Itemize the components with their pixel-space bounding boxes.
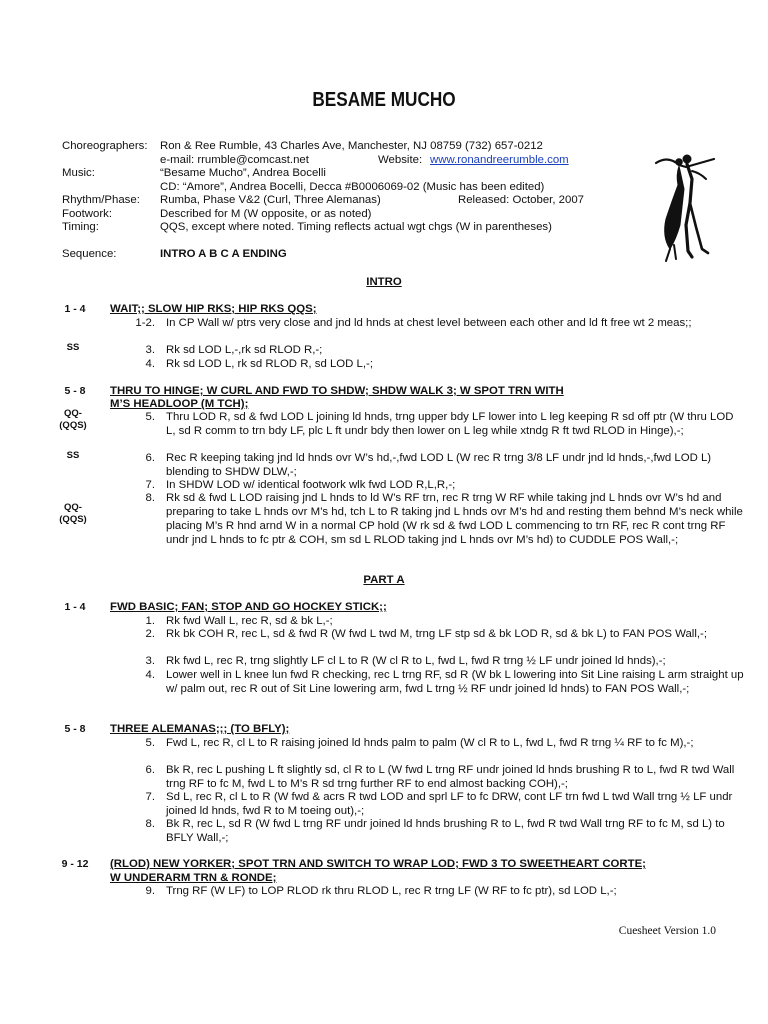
- ballroom-dancers-icon: [646, 145, 726, 265]
- step-text: In SHDW LOD w/ identical footwork wlk fwd LOD R,L,R,-;: [166, 479, 456, 491]
- measures-label: 1 - 4: [64, 601, 86, 613]
- released-text: Released: October, 2007: [458, 194, 585, 206]
- section-title-part-a: PART A: [363, 574, 405, 586]
- email-text: e-mail: rrumble@comcast.net: [160, 154, 309, 166]
- choreographers-label: Choreographers:: [62, 140, 148, 152]
- step-number: 1.: [145, 615, 155, 627]
- music-label: Music:: [62, 167, 95, 179]
- step-text: Rk fwd Wall L, rec R, sd & bk L,-;: [166, 615, 333, 627]
- step-text: Bk R, rec L, sd R (W fwd L trng RF undr joined ld hnds brushing R to L, fwd R twd Wall trng RF to fc M, sd L) to BFLY Wall,-;: [166, 818, 725, 844]
- step-number: 1-2.: [135, 317, 155, 329]
- timing-value: QQS, except where noted. Timing reflects actual wgt chgs (W in parentheses): [160, 221, 552, 233]
- step-text: Rk bk COH R, rec L, sd & fwd R (W fwd L twd M, trng LF stp sd & bk LOD R, sd & bk L) to FAN POS Wall,-;: [166, 628, 707, 640]
- figure-header: (RLOD) NEW YORKER; SPOT TRN AND SWITCH TO WRAP LOD; FWD 3 TO SWEETHEART CORTE;: [110, 858, 646, 870]
- step-text: Rk sd LOD L,-,rk sd RLOD R,-;: [166, 344, 323, 356]
- sequence-value: INTRO A B C A ENDING: [160, 248, 287, 260]
- figure-header: THREE ALEMANAS;;; (TO BFLY);: [110, 723, 290, 735]
- step-text: Rk fwd L, rec R, trng slightly LF cl L to R (W cl R to L, fwd L, fwd R trng ½ LF undr joined ld hnds),-;: [166, 655, 666, 667]
- rhythm-label: Rhythm/Phase:: [62, 194, 140, 206]
- website-link[interactable]: www.ronandreerumble.com: [430, 154, 569, 166]
- footwork-value: Described for M (W opposite, or as noted): [160, 208, 372, 220]
- step-text: Lower well in L knee lun fwd R checking, rec L trng RF, sd R (W bk L lowering into Sit Line raising L arm straight up w/ palm out, rec R out of Sit Line lowering arm, fwd L trng ½ RF undr joined ld hnds) to FAN POS Wall,-;: [166, 669, 744, 695]
- step-number: 7.: [145, 791, 155, 803]
- step-number: 7.: [145, 479, 155, 491]
- footwork-label: Footwork:: [62, 208, 113, 220]
- timing-label: QQ-: [64, 502, 82, 513]
- timing-label: SS: [66, 342, 80, 353]
- step-number: 5.: [145, 411, 155, 423]
- cd-value: CD: “Amore”, Andrea Bocelli, Decca #B0006069-02 (Music has been edited): [160, 181, 545, 193]
- step-number: 3.: [145, 655, 155, 667]
- step-text: Sd L, rec R, cl L to R (W fwd & acrs R twd LOD and sprl LF to fc DRW, cont LF trn fwd L twd Wall trng ½ LF undr joined ld hnds, fwd R to M toeing out),-;: [166, 791, 733, 817]
- page-title: BESAME MUCHO: [312, 89, 456, 111]
- step-number: 6.: [145, 452, 155, 464]
- step-number: 5.: [145, 737, 155, 749]
- step-text: Rk sd & fwd L LOD raising jnd L hnds to ld W’s RF trn, rec R trng W RF while taking jnd L hnds ovr W’s hd and preparing to take L hnds ovr M’s hd, tch L to R taking jnd L hnds ovr M’s hd and resting them behnd M’s neck while placing M’s R hnd arnd W in a normal CP hold (W rk sd & fwd LOD L commencing to trn RF, rec R cont trng RF undr jnd L hnds to fc ptr & COH, sm sd L RLOD taking jnd L hnds ovr M’s hd) to CUDDLE POS Wall,-;: [166, 492, 743, 546]
- step-text: Bk R, rec L pushing L ft slightly sd, cl R to L (W fwd L trng RF undr joined ld hnds brushing R to L, fwd R twd Wall trng RF to fc M, fwd L to M’s R sd trng further RF to end almost backing COH),-;: [166, 764, 735, 790]
- measures-label: 9 - 12: [61, 858, 89, 870]
- step-text: Rk sd LOD L, rk sd RLOD R, sd LOD L,-;: [166, 358, 373, 370]
- step-number: 4.: [145, 669, 155, 681]
- rhythm-value: Rumba, Phase V&2 (Curl, Three Alemanas): [160, 194, 381, 206]
- timing-label: Timing:: [62, 221, 99, 233]
- timing-label: (QQS): [59, 514, 87, 525]
- choreographers-value: Ron & Ree Rumble, 43 Charles Ave, Manchester, NJ 08759 (732) 657-0212: [160, 140, 543, 152]
- measures-label: 5 - 8: [64, 385, 86, 397]
- step-text: Thru LOD R, sd & fwd LOD L joining ld hnds, trng upper bdy LF lower into L leg keeping R sd off ptr (W thru LOD L, sd R comm to trn bdy LF, plc L ft undr bdy then lower on L leg while xtndg R ft twd RLOD in Hinge),-;: [166, 411, 734, 437]
- step-text: In CP Wall w/ ptrs very close and jnd ld hnds at chest level between each other and ld ft free wt 2 meas;;: [166, 317, 692, 329]
- sequence-label: Sequence:: [62, 248, 117, 260]
- measures-label: 1 - 4: [64, 303, 86, 315]
- website-label: Website:: [378, 154, 423, 166]
- timing-label: SS: [66, 450, 80, 461]
- timing-label: QQ-: [64, 408, 82, 419]
- step-text: Rec R keeping taking jnd ld hnds ovr W’s hd,-,fwd LOD L (W rec R trng 3/8 LF undr jnd ld hnds,-,fwd LOD L) blending to SHDW DLW,-;: [166, 452, 712, 478]
- step-text: Fwd L, rec R, cl L to R raising joined ld hnds palm to palm (W cl R to L, fwd L, fwd R trng ¼ RF to fc M),-;: [166, 737, 694, 749]
- figure-header: FWD BASIC; FAN; STOP AND GO HOCKEY STICK;;: [110, 601, 387, 613]
- figure-header-cont: W UNDERARM TRN & RONDE;: [110, 872, 277, 884]
- step-text: Trng RF (W LF) to LOP RLOD rk thru RLOD L, rec R trng LF (W RF to fc ptr), sd LOD L,-;: [166, 885, 617, 897]
- section-title-intro: INTRO: [366, 276, 402, 288]
- step-number: 2.: [145, 628, 155, 640]
- step-number: 8.: [145, 492, 155, 504]
- step-number: 6.: [145, 764, 155, 776]
- figure-header: THRU TO HINGE; W CURL AND FWD TO SHDW; SHDW WALK 3; W SPOT TRN WITH: [110, 385, 564, 397]
- timing-label: (QQS): [59, 420, 87, 431]
- cuesheet-version: Cuesheet Version 1.0: [618, 925, 716, 937]
- step-number: 3.: [145, 344, 155, 356]
- step-number: 8.: [145, 818, 155, 830]
- figure-header: WAIT;; SLOW HIP RKS; HIP RKS QQS;: [110, 303, 317, 315]
- measures-label: 5 - 8: [64, 723, 86, 735]
- step-number: 4.: [145, 358, 155, 370]
- music-value: “Besame Mucho”, Andrea Bocelli: [160, 167, 326, 179]
- figure-header-cont: M’S HEADLOOP (M TCH);: [110, 398, 249, 410]
- step-number: 9.: [145, 885, 155, 897]
